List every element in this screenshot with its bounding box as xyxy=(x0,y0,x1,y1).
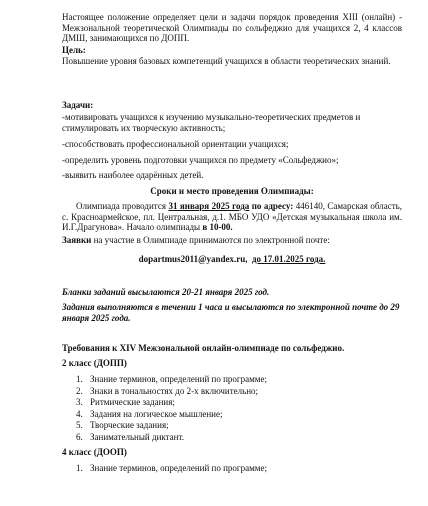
grade4-list xyxy=(76,463,402,475)
grade2-list xyxy=(76,374,402,443)
grade2-heading: 2 класс (ДОПП) xyxy=(62,358,127,368)
task-item: -выявить наиболее одарённых детей. xyxy=(62,170,204,180)
tasks-note: Задания выполняются в течении 1 часа и высылаются по электронной почте до 29 января 2025 года. xyxy=(62,302,400,323)
address-label: по адресу: xyxy=(249,201,294,211)
schedule-paragraph xyxy=(62,201,402,233)
goal-heading: Цель: xyxy=(62,45,86,55)
schedule-heading: Сроки и место проведения Олимпиады: xyxy=(150,186,314,196)
requirements-title: Требования к XIV Межзональной онлайн-олимпиаде по сольфеджио. xyxy=(62,343,345,353)
intro-paragraph: Настоящее положение определяет цели и задачи порядок проведения XIII (онлайн) - Межзональной теоретической Олимпиады по сольфеджио для учащихся 2, 4 классов ДМШ, занимающихся по ДОПП. xyxy=(62,12,402,43)
email-line xyxy=(62,254,402,265)
task-item: -мотивировать учащихся к изучению музыкально-теоретических предметов и стимулировать их творческую активность; xyxy=(62,112,361,133)
applications-text: на участие в Олимпиаде принимаются по электронной почте: xyxy=(91,235,330,245)
list-item: 1. Знание терминов, определений по программе; xyxy=(76,374,267,384)
blanks-note: Бланки заданий высылаются 20-21 января 2025 год. xyxy=(62,287,270,297)
list-item: 5. Творческие задания; xyxy=(76,420,169,430)
olympiad-date: 31 января 2025 года xyxy=(168,201,250,211)
applications-label: Заявки xyxy=(62,235,92,245)
list-item: 2. Знаки в тональностях до 2-х включительно; xyxy=(76,385,259,396)
address-text: 446140, Самарская область, с. Красноармейское, пл. Центральная, д.1. МБО УДО «Детская музыкальная школа им. И.Г.Драгунова». Начало олимпиады xyxy=(62,201,402,232)
list-item: 6. Занимательный диктант. xyxy=(76,431,184,442)
list-item: 1. Знание терминов, определений по программе; xyxy=(76,463,267,473)
list-item: 3. Ритмические задания; xyxy=(76,397,175,407)
email-deadline: до 17.01.2025 года. xyxy=(251,254,326,264)
schedule-text: Олимпиада проводится xyxy=(76,201,169,211)
applications-paragraph xyxy=(62,235,402,246)
list-item: 4. Задания на логическое мышление; xyxy=(76,408,223,419)
start-time: в 10-00. xyxy=(202,222,233,232)
task-item: -способствовать профессиональной ориентации учащихся; xyxy=(62,139,289,149)
goal-text: Повышение уровня базовых компетенций учащихся в области теоретических знаний. xyxy=(62,56,391,66)
email-address[interactable]: dopartmus2011@yandex.ru, xyxy=(138,254,248,264)
task-item: -определить уровень подготовки учащихся по предмету «Сольфеджио»; xyxy=(62,155,339,165)
grade4-heading: 4 класс (ДООП) xyxy=(62,447,127,457)
tasks-heading: Задачи: xyxy=(62,100,94,110)
